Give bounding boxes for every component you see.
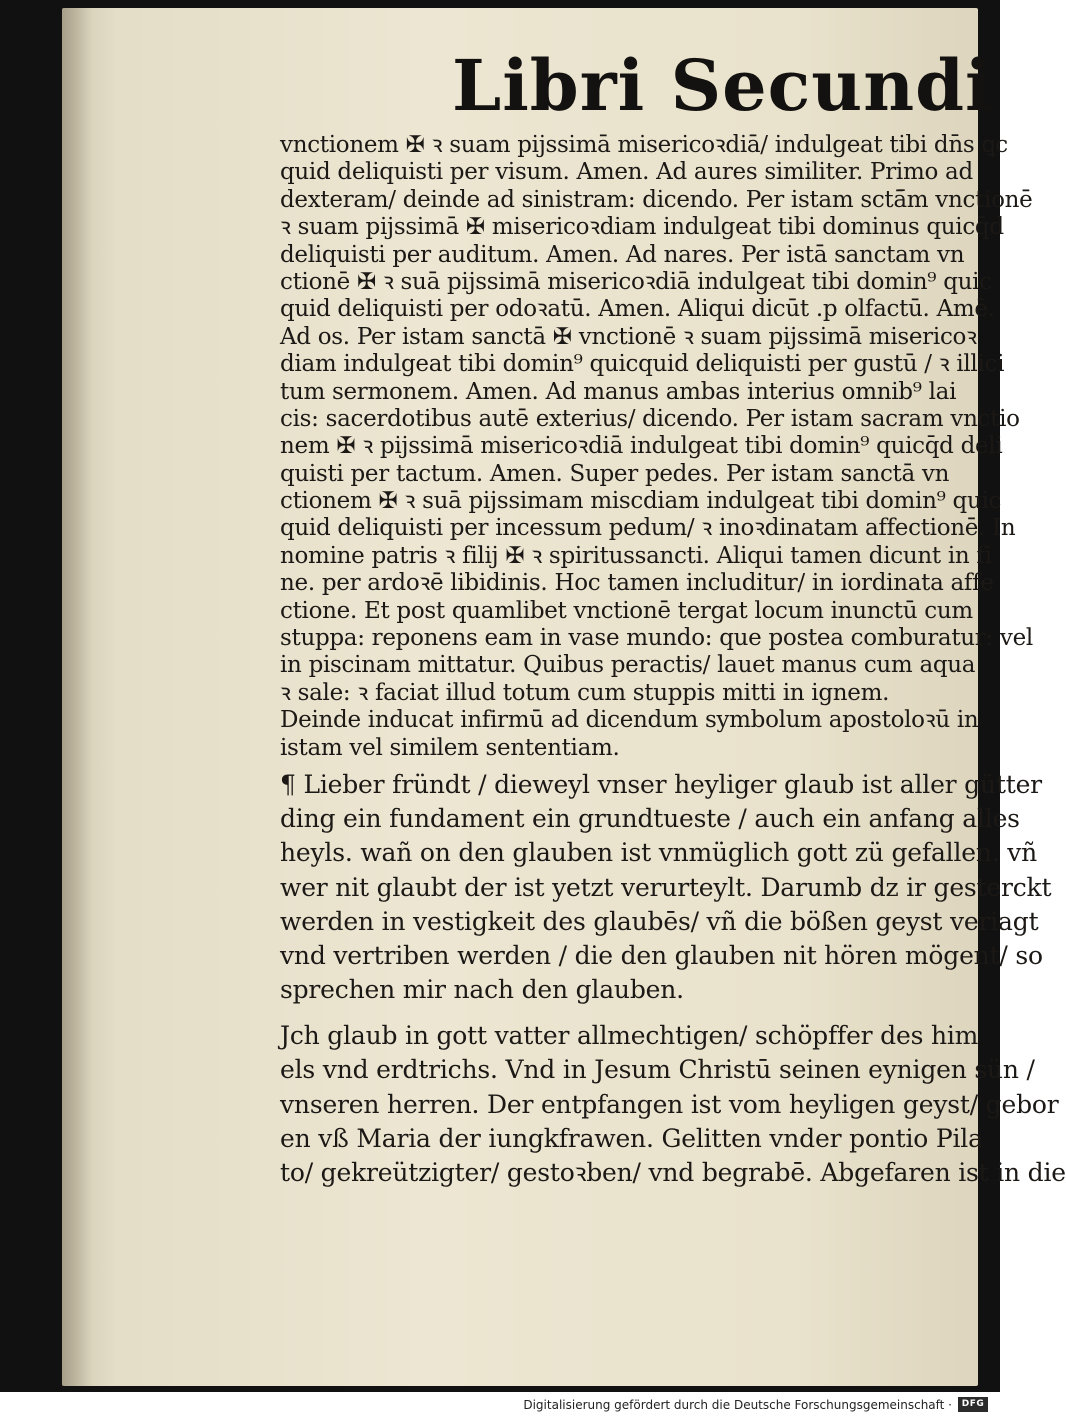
- text-line: sprechen mir nach den glauben.: [280, 975, 684, 1005]
- page-text: [280, 132, 1066, 1190]
- text-line: quid deliquisti per odoꝛatū. Amen. Aliqui dicūt .p olfactū. Amē.: [280, 296, 995, 323]
- text-line: nem ✠ ꝛ pijssimā misericoꝛdiā indulgeat tibi domin⁹ quicq̄d deli: [280, 433, 1003, 460]
- running-head: Libri Secundi: [452, 44, 993, 127]
- latin-rubric-text: [280, 132, 1033, 762]
- text-line: quid deliquisti per visum. Amen. Ad aures similiter. Primo ad: [280, 159, 973, 186]
- text-line: quisti per tactum. Amen. Super pedes. Per istam sanctā vn: [280, 460, 950, 487]
- text-line: heyls. wañ on den glauben ist vnmüglich gott zü gefallen. vñ: [280, 838, 1038, 868]
- text-line: deliquisti per auditum. Amen. Ad nares. Per istā sanctam vn: [280, 241, 965, 268]
- text-line: vnseren herren. Der entpfangen ist vom heyligen geyst/ gebor: [280, 1089, 1059, 1119]
- text-line: en vß Maria der iungkfrawen. Gelitten vnder pontio Pila: [280, 1123, 983, 1153]
- dfg-logo: DFG: [958, 1397, 988, 1412]
- text-line: ctionem ✠ ꝛ suā pijssimam miscdiam indulgeat tibi domin⁹ quic: [280, 488, 1002, 515]
- book-page: [62, 8, 1066, 1386]
- text-line: ¶ Lieber fründt / dieweyl vnser heyliger glaub ist aller gütter: [280, 769, 1042, 799]
- text-line: vnctionem ✠ ꝛ suam pijssimā misericoꝛdiā/ indulgeat tibi dn̄s ꝗc: [280, 132, 1008, 158]
- text-line: stuppa: reponens eam in vase mundo: que postea comburatur: vel: [280, 625, 1033, 652]
- text-line: ding ein fundament ein grundtueste / auch ein anfang alles: [280, 804, 1020, 834]
- text-line: ctionē ✠ ꝛ suā pijssimā misericoꝛdiā indulgeat tibi domin⁹ quic: [280, 268, 992, 295]
- text-line: Jch glaub in gott vatter allmechtigen/ schöpffer des him: [280, 1021, 979, 1051]
- text-line: ne. per ardoꝛē libidinis. Hoc tamen includitur/ in iordinata affe: [280, 570, 994, 597]
- text-line: tum sermonem. Amen. Ad manus ambas interius omnib⁹ lai: [280, 378, 957, 405]
- text-line: ꝛ sale: ꝛ faciat illud totum cum stuppis mitti in ignem.: [280, 679, 890, 706]
- text-line: els vnd erdtrichs. Vnd in Jesum Christū seinen eynigen sün /: [280, 1055, 1035, 1085]
- text-line: ctione. Et post quamlibet vnctionē tergat locum inunctū cum: [280, 597, 973, 624]
- german-exhortation-text: [280, 768, 1052, 1007]
- text-line: diam indulgeat tibi domin⁹ quicquid deliquisti per gustū / ꝛ illici: [280, 351, 1005, 378]
- text-line: in piscinam mittatur. Quibus peractis/ lauet manus cum aqua: [280, 652, 976, 679]
- text-line: ꝛ suam pijssimā ✠ misericoꝛdiam indulgeat tibi dominus quicq̄d: [280, 214, 1004, 241]
- text-line: quid deliquisti per incessum pedum/ ꝛ inoꝛdinatam affectionē. In: [280, 515, 1016, 542]
- text-line: wer nit glaubt der ist yetzt verurteylt. Darumb dz ir gesterckt: [280, 872, 1052, 902]
- text-line: Ad os. Per istam sanctā ✠ vnctionē ꝛ suam pijssimā misericoꝛ: [280, 323, 977, 350]
- text-line: istam vel similem sententiam.: [280, 734, 620, 761]
- text-line: cis: sacerdotibus autē exterius/ dicendo. Per istam sacram vnctio: [280, 405, 1020, 432]
- text-line: vnd vertriben werden / die den glauben nit hören mögent/ so: [280, 940, 1043, 970]
- german-creed-text: [280, 1019, 1066, 1190]
- text-line: werden in vestigkeit des glaubēs/ vñ die bößen geyst veriagt: [280, 906, 1039, 936]
- funding-credit: Digitalisierung gefördert durch die Deutsche Forschungsgemeinschaft ·: [523, 1398, 952, 1412]
- text-line: to/ gekreützigter/ gestoꝛben/ vnd begrabē. Abgefaren ist in die: [280, 1158, 1066, 1188]
- text-line: dexteram/ deinde ad sinistram: dicendo. Per istam sctā̄m vnctionē: [280, 186, 1033, 213]
- text-line: nomine patris ꝛ filij ✠ ꝛ spiritussancti. Aliqui tamen dicunt in fi: [280, 542, 992, 569]
- text-line: Deinde inducat infirmū ad dicendum symbolum apostoloꝛū in: [280, 707, 979, 734]
